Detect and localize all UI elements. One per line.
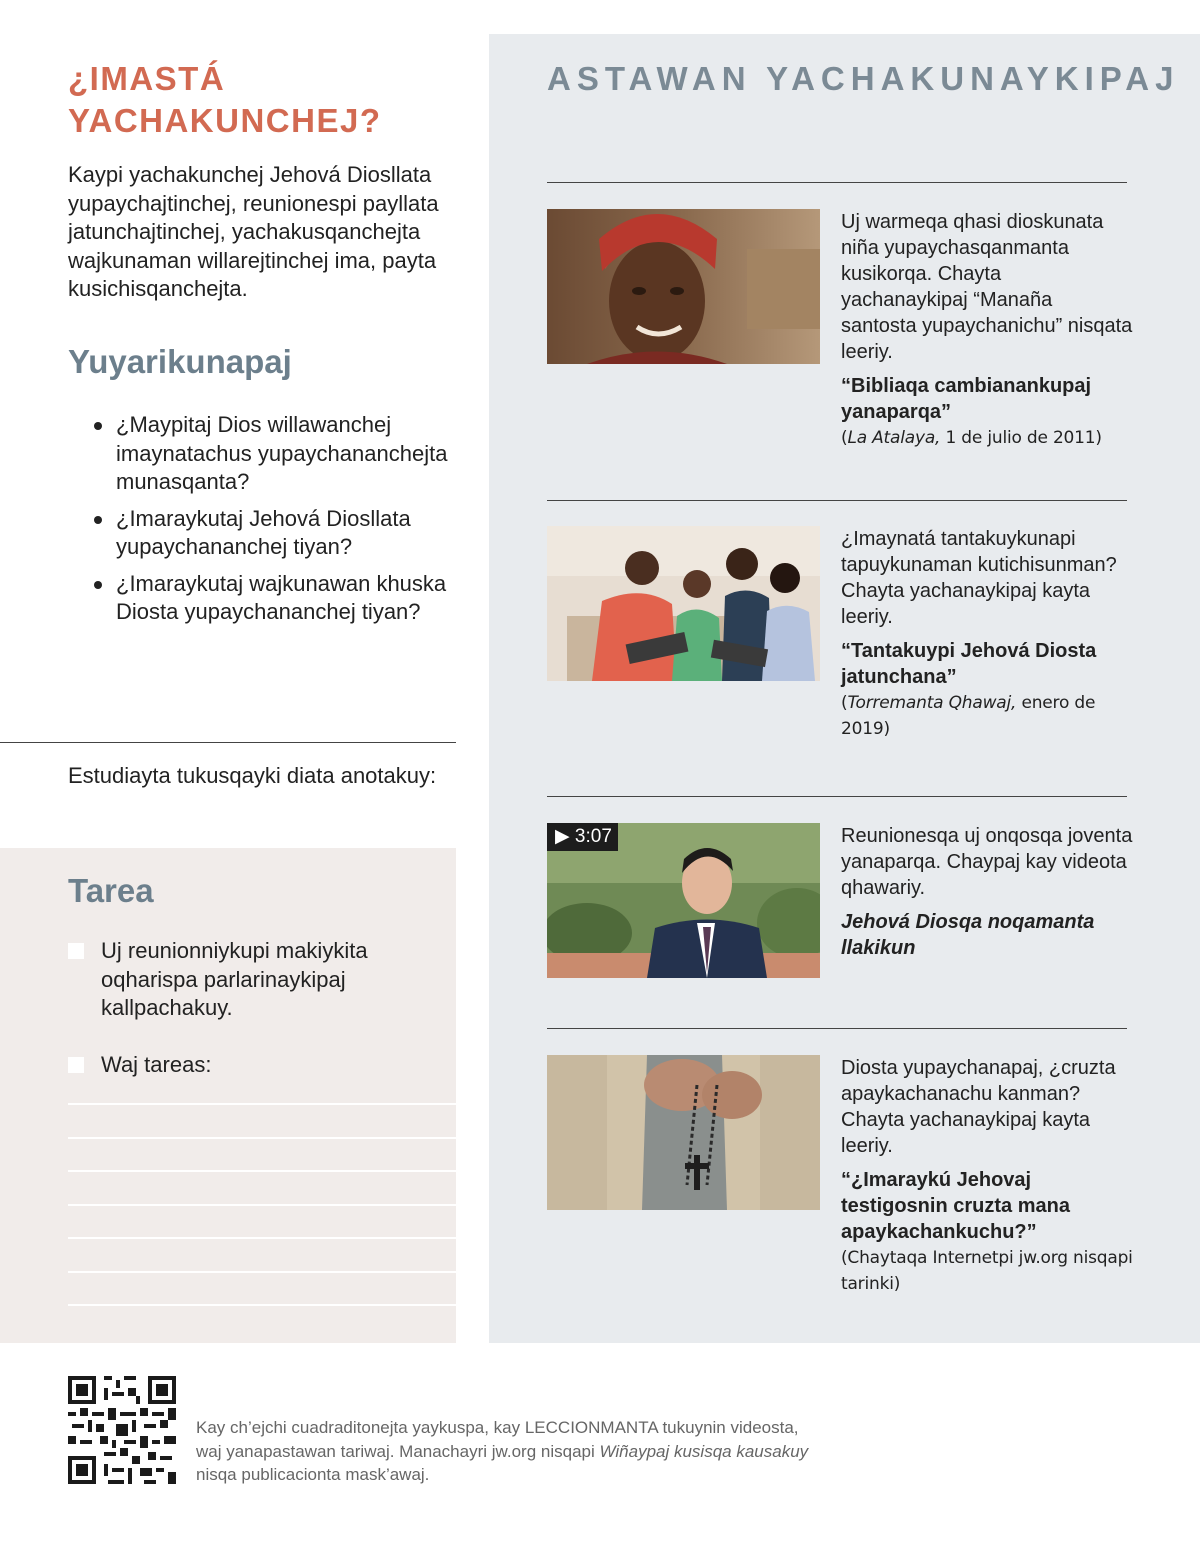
further-study-title: ASTAWAN YACHAKUNAYKIPAJ bbox=[547, 60, 1180, 97]
item-description: ¿Imaynatá tantakuykunapi tapuykunaman kutichisunman? Chayta yachanaykipaj kayta leeriy. bbox=[841, 528, 1117, 628]
footer-note: Kay ch’ejchi cuadraditonejta yaykuspa, kay LECCIONMANTA tukuynin videosta, waj yanapastawan tariwaj. Manachayri jw.org nisqapi Wiñaypaj kusisqa kausakuy nisqa publicacionta mask’awaj. bbox=[196, 1418, 809, 1484]
video-duration-badge: ▶ 3:07 bbox=[547, 823, 618, 851]
writing-line bbox=[68, 1170, 456, 1172]
task-heading: Tarea bbox=[68, 872, 154, 909]
review-question: ¿Imaraykutaj wajkunawan khuska Diosta yupaychananchej tiyan? bbox=[90, 570, 450, 627]
task-item bbox=[68, 937, 448, 1023]
qr-code-icon[interactable] bbox=[68, 1376, 176, 1484]
item-description: Reunionesqa uj onqosqa joventa yanaparqa. Chaypaj kay videota qhawariy. bbox=[841, 825, 1133, 899]
divider bbox=[547, 796, 1127, 797]
family-study-photo bbox=[547, 526, 820, 681]
writing-lines[interactable] bbox=[68, 1103, 456, 1338]
checkbox-icon[interactable] bbox=[68, 943, 84, 959]
further-item-text bbox=[841, 526, 1133, 742]
review-questions bbox=[90, 411, 450, 635]
article-source: (Chaytaqa Internetpi jw.org nisqapi tarinki) bbox=[841, 1248, 1133, 1294]
review-question: ¿Maypitaj Dios willawanchej imaynatachus yupaychananchejta munasqanta? bbox=[90, 411, 450, 497]
lesson-summary: Kaypi yachakunchej Jehová Diosllata yupaychajtinchej, reunionespi payllata jatunchajtinchej, yachakusqanchejta wajkunaman willarejtinchej ima, payta kusichisqanchejta. bbox=[68, 162, 439, 301]
article-source: (Torremanta Qhawaj, enero de 2019) bbox=[841, 693, 1096, 739]
writing-line bbox=[68, 1137, 456, 1139]
video-thumbnail[interactable] bbox=[547, 823, 820, 978]
source-publication: Torremanta Qhawaj, bbox=[847, 693, 1017, 713]
task-text: Waj tareas: bbox=[101, 1052, 212, 1077]
footer-publication: Wiñaypaj kusisqa kausakuy bbox=[599, 1441, 809, 1461]
source-publication: La Atalaya, bbox=[847, 428, 941, 448]
play-icon: ▶ bbox=[555, 826, 570, 847]
review-question: ¿Imaraykutaj Jehová Diosllata yupaychananchej tiyan? bbox=[90, 505, 450, 562]
item-description: Uj warmeqa qhasi dioskunata niña yupaychasqanmanta kusikorqa. Chayta yachanaykipaj “Manaña santosta yupaychanichu” nisqata leeriy. bbox=[841, 211, 1133, 363]
task-text: Uj reunionniykupi makiykita oqharispa parlarinaykipaj kallpachakuy. bbox=[101, 938, 368, 1020]
divider bbox=[547, 1028, 1127, 1029]
writing-line bbox=[68, 1304, 456, 1306]
further-item-text bbox=[841, 1055, 1133, 1297]
writing-line bbox=[68, 1271, 456, 1273]
divider bbox=[547, 182, 1127, 183]
video-title[interactable]: Jehová Diosqa noqamanta llakikun bbox=[841, 911, 1095, 959]
article-title[interactable]: “Tantakuypi Jehová Diosta jatunchana” bbox=[841, 640, 1097, 688]
lesson-title: ¿IMASTÁ YACHAKUNCHEJ? bbox=[68, 60, 382, 139]
checkbox-icon[interactable] bbox=[68, 1057, 84, 1073]
article-title[interactable]: “Bibliaqa cambianankupaj yanaparqa” bbox=[841, 375, 1092, 423]
divider bbox=[0, 742, 456, 743]
rosary-hands-photo bbox=[547, 1055, 820, 1210]
writing-line bbox=[68, 1237, 456, 1239]
divider bbox=[547, 500, 1127, 501]
article-source: (La Atalaya, 1 de julio de 2011) bbox=[841, 428, 1102, 448]
article-title[interactable]: “¿Imaraykú Jehovaj testigosnin cruzta mana apaykachankuchu?” bbox=[841, 1169, 1070, 1243]
further-item-text bbox=[841, 209, 1133, 451]
study-date-label: Estudiayta tukusqayki diata anotakuy: bbox=[68, 763, 437, 788]
task-item bbox=[68, 1051, 448, 1080]
further-item-text bbox=[841, 823, 1133, 961]
writing-line bbox=[68, 1103, 456, 1105]
writing-line bbox=[68, 1204, 456, 1206]
smiling-woman-photo bbox=[547, 209, 820, 364]
item-description: Diosta yupaychanapaj, ¿cruzta apaykachanachu kanman? Chayta yachanaykipaj kayta leeriy. bbox=[841, 1057, 1116, 1157]
review-heading: Yuyarikunapaj bbox=[68, 343, 292, 380]
